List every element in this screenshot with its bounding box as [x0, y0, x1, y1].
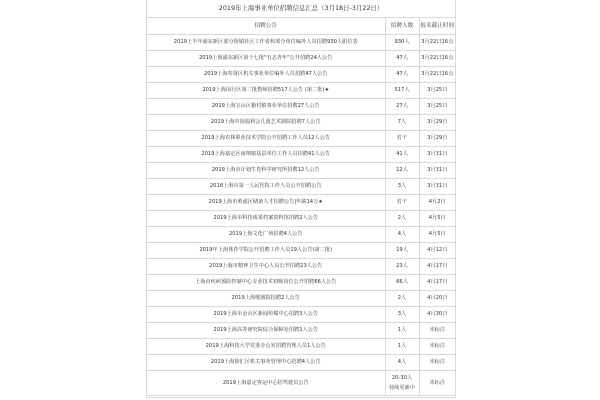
row-announcement: 2019上海浦东新区第十七批"有志青年"公开招聘24人公告 — [147, 51, 385, 67]
header-count: 招聘人数 — [385, 18, 419, 35]
row-deadline: 未标注 — [419, 355, 455, 371]
row-deadline: 3月31日 — [419, 163, 455, 179]
table-row — [147, 211, 455, 227]
table-row — [147, 275, 455, 291]
table-row — [147, 371, 455, 396]
row-deadline: 4月2日 — [419, 195, 455, 211]
table-row — [147, 339, 455, 355]
table-row — [147, 99, 455, 115]
recruitment-summary-sheet — [146, 0, 456, 398]
row-count: 930人 — [385, 35, 419, 51]
table-row — [147, 227, 455, 243]
row-count: 23人 — [385, 259, 419, 275]
table-row — [147, 115, 455, 131]
row-announcement: 上海市疾病预防控制中心专业技术初级岗位公开招聘66人公告 — [147, 275, 385, 291]
row-announcement: 2019上海中国福利会儿童艺术剧院招聘7人公告 — [147, 115, 385, 131]
row-announcement: 2019上海市精神卫生中心人员公开招聘23人公告 — [147, 259, 385, 275]
row-count-note: 持续更新中 — [389, 385, 415, 391]
row-count: 1人 — [385, 339, 419, 355]
row-count: 若干 — [385, 131, 419, 147]
row-announcement: 2019上海宝山区籍村镇事业单位招聘27人公告 — [147, 99, 385, 115]
table-row — [147, 163, 455, 179]
row-count: 2人 — [385, 211, 419, 227]
row-announcement: 2019上海奉贤区机关事业单位编外人员招聘47人公告 — [147, 67, 385, 83]
row-count: 4人 — [385, 355, 419, 371]
row-deadline: 未标注 — [419, 371, 455, 396]
row-count: 66人 — [385, 275, 419, 291]
row-count: 41人 — [385, 147, 419, 163]
row-deadline: 4月17日 — [419, 259, 455, 275]
row-count: 1人 — [385, 323, 419, 339]
row-deadline: 4月5日 — [419, 227, 455, 243]
table-row — [147, 243, 455, 259]
row-count: 12人 — [385, 163, 419, 179]
header-announcement: 招聘公告 — [147, 18, 385, 35]
row-announcement: 2019年上海体育学院公开招聘工作人员19人公告(第二批) — [147, 243, 385, 259]
table-row — [147, 179, 455, 195]
row-count: 4人 — [385, 227, 419, 243]
row-count: 7人 — [385, 115, 419, 131]
row-announcement: 2019上海嘉定区南翔镇基层单位工作人员招聘41人公告 — [147, 147, 385, 163]
row-announcement: 2019上半年浦东新区部分街镇社区工作者和部分单位编外人员招聘930人职位表 — [147, 35, 385, 51]
row-count: 47人 — [385, 51, 419, 67]
row-announcement: 2019上海市黄浦区储备人才招聘公告|年薪14万★ — [147, 195, 385, 211]
row-announcement: 2019上海闵行区第二批教师招聘517人公告 (第二批)★ — [147, 83, 385, 99]
row-announcement: 2019上海嘉定客运中心招驾驶员公告 — [147, 371, 385, 396]
table-row — [147, 147, 455, 163]
row-count: 3人 — [385, 307, 419, 323]
row-deadline: 3月31日 — [419, 179, 455, 195]
row-announcement: 2019上海文化广场招聘4人公告 — [147, 227, 385, 243]
row-announcement: 2019上海市计划生育科学研究所招聘12人公告 — [147, 163, 385, 179]
row-count-cell — [385, 371, 419, 396]
row-announcement: 2019上海市金山区新闻传媒中心招聘3人公告 — [147, 307, 385, 323]
header-deadline: 报名截止时间 — [419, 18, 455, 35]
table-row — [147, 307, 455, 323]
table-row — [147, 131, 455, 147]
table-row — [147, 51, 455, 67]
row-announcement: 2019上海高等研究院综合保障处招聘1人公告 — [147, 323, 385, 339]
row-deadline: 3月22日16点 — [419, 67, 455, 83]
row-announcement: 2019上海农林职业技术学院公开招聘工作人员12人公告 — [147, 131, 385, 147]
row-deadline: 3月25日 — [419, 99, 455, 115]
row-deadline: 4月30日 — [419, 307, 455, 323]
row-count: 19人 — [385, 243, 419, 259]
row-deadline: 4月17日 — [419, 275, 455, 291]
row-deadline: 4月20日 — [419, 291, 455, 307]
table-row — [147, 195, 455, 211]
row-deadline: 4月12日 — [419, 243, 455, 259]
row-announcement: 2019上海市科技成果档案资料馆招聘2人公告 — [147, 211, 385, 227]
row-deadline: 未标注 — [419, 339, 455, 355]
row-deadline: 3月22日16点 — [419, 51, 455, 67]
table-row — [147, 83, 455, 99]
row-announcement: 2019上海徐汇区机关事务管理中心招聘4人公告 — [147, 355, 385, 371]
row-deadline: 3月25日 — [419, 83, 455, 99]
row-count: 517人 — [385, 83, 419, 99]
row-deadline: 4月5日 — [419, 211, 455, 227]
row-count: 若干 — [385, 195, 419, 211]
row-deadline: 3月22日16点 — [419, 35, 455, 51]
table-row — [147, 291, 455, 307]
row-count: 20-30人 — [391, 375, 413, 381]
table-row — [147, 67, 455, 83]
row-announcement: 2018上海市第一人民医院工作人员公开招聘公告 — [147, 179, 385, 195]
table-row — [147, 355, 455, 371]
row-deadline: 3月29日 — [419, 115, 455, 131]
table-row — [147, 323, 455, 339]
row-deadline: 3月31日 — [419, 147, 455, 163]
row-deadline: 3月29日 — [419, 131, 455, 147]
row-count: 27人 — [385, 99, 419, 115]
table-title: 2019年上海事业单位招聘信息汇总（3月18日-3月22日） — [147, 0, 455, 18]
table-header-row — [147, 18, 455, 35]
row-count: 3人 — [385, 179, 419, 195]
row-count: 2人 — [385, 291, 419, 307]
row-deadline: 未标注 — [419, 323, 455, 339]
table-row — [147, 35, 455, 51]
row-announcement: 2019上海歌剧院招聘2人公告 — [147, 291, 385, 307]
row-announcement: 2019上海科技大学党委办公室招聘管理人员1人公告 — [147, 339, 385, 355]
table-row — [147, 259, 455, 275]
row-count: 47人 — [385, 67, 419, 83]
recruitment-table — [147, 18, 455, 396]
